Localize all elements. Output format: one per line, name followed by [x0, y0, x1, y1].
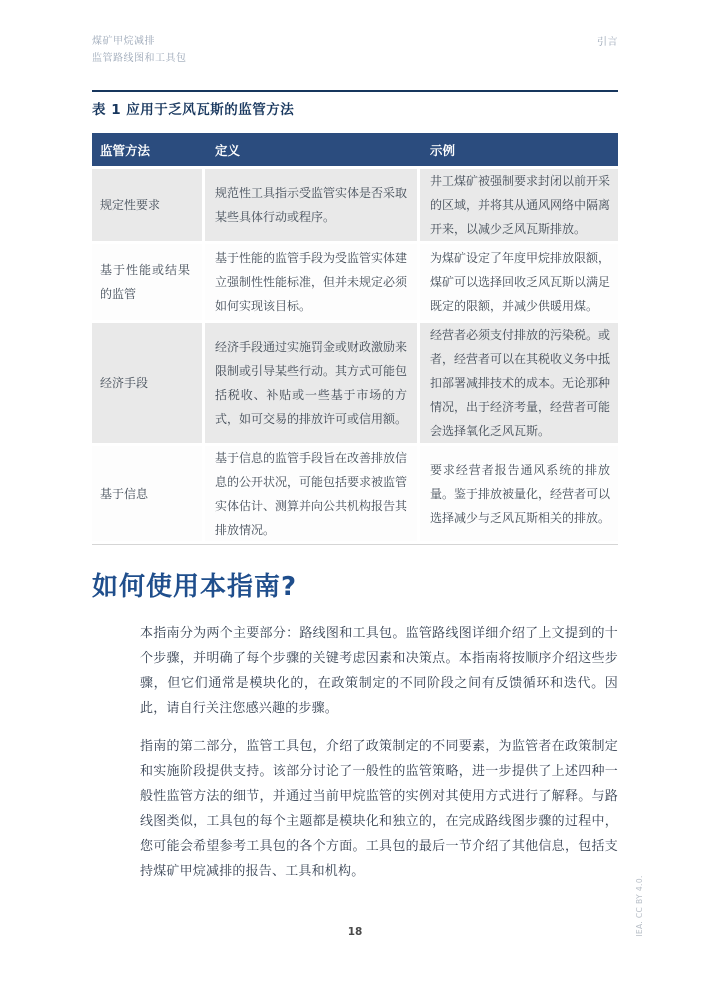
cell-text: 为煤矿设定了年度甲烷排放限额，煤矿可以选择回收乏风瓦斯以满足既定的限额，并减少供暖用煤。 — [430, 251, 611, 313]
cell-text: 基于性能的监管手段为受监管实体建立强制性性能标准，但并未规定必须如何实现该目标。 — [215, 251, 408, 313]
table-row — [92, 446, 618, 541]
cell-method — [92, 169, 202, 241]
cell-text: 基于性能或结果的监管 — [100, 263, 190, 301]
cell-text: 基于信息 — [100, 486, 149, 501]
cell-definition — [205, 323, 417, 443]
regulation-methods-table — [92, 133, 618, 545]
cell-text: 经济手段 — [100, 376, 149, 390]
column-header-definition: 定义 — [215, 142, 241, 158]
doc-title-line1: 煤矿甲烷减排 — [92, 36, 155, 47]
table-row — [92, 169, 618, 241]
cell-method — [92, 446, 202, 541]
running-header-chapter: 引言 — [597, 37, 618, 48]
cell-text: 井工煤矿被强制要求封闭以前开采的区域，并将其从通风网络中隔离开来，以减少乏风瓦斯排放。 — [430, 174, 611, 236]
cell-text: 规定性要求 — [100, 198, 161, 212]
cell-example — [420, 446, 618, 541]
table-caption: 表 1 应用于乏风瓦斯的监管方法 — [92, 102, 295, 118]
column-header-example: 示例 — [430, 142, 456, 158]
body-paragraph: 本指南分为两个主要部分：路线图和工具包。监管路线图详细介绍了上文提到的十个步骤，并明确了每个步骤的关键考虑因素和决策点。本指南将按顺序介绍这些步骤，但它们通常是模块化的，在政策制定的不同阶段之间有反馈循环和迭代。因此，请自行关注您感兴趣的步骤。 — [140, 626, 618, 716]
section-heading: 如何使用本指南? — [92, 572, 298, 602]
cell-definition — [205, 169, 417, 241]
header-divider-rule — [92, 90, 618, 92]
cell-method — [92, 323, 202, 443]
copyright-credit: IEA. CC BY 4.0. — [635, 875, 644, 937]
column-header-method: 监管方法 — [100, 142, 151, 158]
cell-text: 经济手段通过实施罚金或财政激励来限制或引导某些行动。其方式可能包括税收、补贴或一些基于市场的方式，如可交易的排放许可或信用额。 — [215, 340, 408, 426]
cell-method — [92, 244, 202, 320]
page-number: 18 — [347, 926, 363, 938]
cell-text: 经营者必须支付排放的污染税。或者，经营者可以在其税收义务中抵扣部署减排技术的成本。无论那种情况，出于经济考量，经营者可能会选择氧化乏风瓦斯。 — [430, 328, 611, 438]
cell-definition — [205, 244, 417, 320]
table-row — [92, 244, 618, 320]
cell-definition — [205, 446, 417, 541]
cell-example — [420, 244, 618, 320]
table-bottom-rule — [92, 544, 618, 545]
cell-text: 要求经营者报告通风系统的排放量。鉴于排放被量化，经营者可以选择减少与乏风瓦斯相关的排放。 — [430, 462, 611, 525]
cell-example — [420, 169, 618, 241]
table-row — [92, 323, 618, 443]
cell-example — [420, 323, 618, 443]
cell-text: 基于信息的监管手段旨在改善排放信息的公开状况，可能包括要求被监管实体估计、测算并向公共机构报告其排放情况。 — [215, 450, 408, 537]
doc-title-line2: 监管路线图和工具包 — [92, 53, 187, 64]
body-paragraph: 指南的第二部分，监管工具包，介绍了政策制定的不同要素，为监管者在政策制定和实施阶段提供支持。该部分讨论了一般性的监管策略，进一步提供了上述四种一般性监管方法的细节，并通过当前甲烷监管的实例对其使用方式进行了解释。与路线图类似，工具包的每个主题都是模块化和独立的，在完成路线图步骤的过程中，您可能会希望参考工具包的各个方面。工具包的最后一节介绍了其他信息，包括支持煤矿甲烷减排的报告、工具和机构。 — [140, 739, 618, 879]
cell-text: 规范性工具指示受监管实体是否采取某些具体行动或程序。 — [215, 186, 408, 224]
running-header-left — [92, 33, 187, 67]
table-header-row — [92, 133, 618, 166]
